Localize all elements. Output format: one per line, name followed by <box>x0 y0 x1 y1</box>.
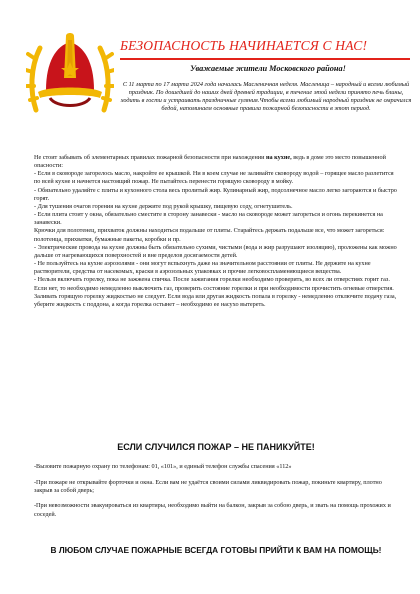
title-divider <box>120 58 410 60</box>
rule-item: - Не пользуйтесь на кухне аэрозолями - они могут вспыхнуть даже на значительном расстоянии от плиты. Не держите на кухне растворители, средства от насекомых, краски в аэрозольных упаковках и прочие легковоспламеняющиеся вещества. <box>34 260 371 276</box>
lead-bold: на кухне, <box>265 154 292 161</box>
lead-start: Не стоит забывать об элементарных правилах пожарной безопасности при нахождении <box>34 154 266 161</box>
footer-slogan: В ЛЮБОМ СЛУЧАЕ ПОЖАРНЫЕ ВСЕГДА ГОТОВЫ ПРИЙТИ К ВАМ НА ПОМОЩЬ! <box>50 545 382 555</box>
rule-item: - Если в сковороде загорелось масло, накройте ее крышкой. Ни в коем случае не заливайте сковороду водой – горящее масло разлетится по всей кухне и начнется настоящий пожар. Не пытайтесь перенести горящую сковороду в мойку. <box>34 170 394 186</box>
fire-action-item: -Вызовите пожарную охрану по телефонам: 01, «101», и единый телефон службы спасения «112» <box>34 463 292 470</box>
rule-item: Крючки для полотенец, прихваток должны находиться подальше от плиты. Старайтесь держать подальше все, что может загореться: полотенца, прихватки, бумажные пакеты, коробки и пр. <box>34 227 385 243</box>
greeting: Уважаемые жители Московского района! <box>190 64 346 73</box>
rule-item: - Если плита стоит у окна, обязательно сместите в сторону занавески - масло на сковороде может загореться и огонь перекинется на занавески. <box>34 211 383 227</box>
intro-paragraph: С 11 марта по 17 марта 2024 года началась Масленичная неделя. Масленица – народный и всеми любимый праздник. По дошедшей до наших дней древней традиции, в течение этой недели принято печь блины, ходить в гости и устраивать праздничные гуляния.Чтобы всеми любимый народный праздник не омрачился бедой, напоминаем основные правила пожарной безопасности в этот период. <box>120 81 412 113</box>
kitchen-safety-section <box>34 154 398 309</box>
lead-end: ведь в доме это место повышенной опасности: <box>34 154 386 170</box>
rule-item: - Электрические провода на кухне должны быть обязательно сухими, чистыми (вода и жир разрушают изоляцию), проложены как можно дальше от нагревающихся поверхностей и вне пределов досягаемости детей. <box>34 243 397 259</box>
fire-action-item: -При невозможности эвакуироваться из квартиры, необходимо выйти на балкон, закрыв за собою дверь, и звать на помощь прохожих и соседей. <box>34 502 391 518</box>
rule-item: - Нельзя включать горелку, пока не зажжена спичка. После зажигания горелки необходимо проверить, во всех ли отверстиях горит газ. Если нет, то необходимо немедленно выключить газ, проверить состояние горелки и при необходимости прочистить огневые отверстия. Заливать горящую горелку жидкостью не следует. Если вода или другая жидкость попала в горелку - немедленно отключите подачу газа, уберите жидкость с поддона, а когда горелка остынет – необходимо ее насухо вытереть. <box>34 276 397 308</box>
fire-action-item: -При пожаре не открывайте форточки и окна. Если вам не удаётся своими силами ликвидировать пожар, покиньте квартиру, плотно закрыв за собой дверь; <box>34 478 382 494</box>
lead-paragraph <box>34 154 398 170</box>
fire-helmet-emblem-icon <box>26 28 114 116</box>
rule-item: - Обязательно удаляйте с плиты и кухонного стола весь пролитый жир. Кулинарный жир, подсолнечное масло легко загораются и быстро горят. <box>34 186 397 202</box>
fire-actions-section <box>34 463 398 526</box>
page-title: БЕЗОПАСНОСТЬ НАЧИНАЕТСЯ С НАС! <box>120 38 368 53</box>
rule-item: - Для тушения очагов горения на кухне держите под рукой крышку, пищевую соду, огнетушитель. <box>34 202 293 210</box>
fire-section-heading: ЕСЛИ СЛУЧИЛСЯ ПОЖАР – НЕ ПАНИКУЙТЕ! <box>117 442 315 452</box>
